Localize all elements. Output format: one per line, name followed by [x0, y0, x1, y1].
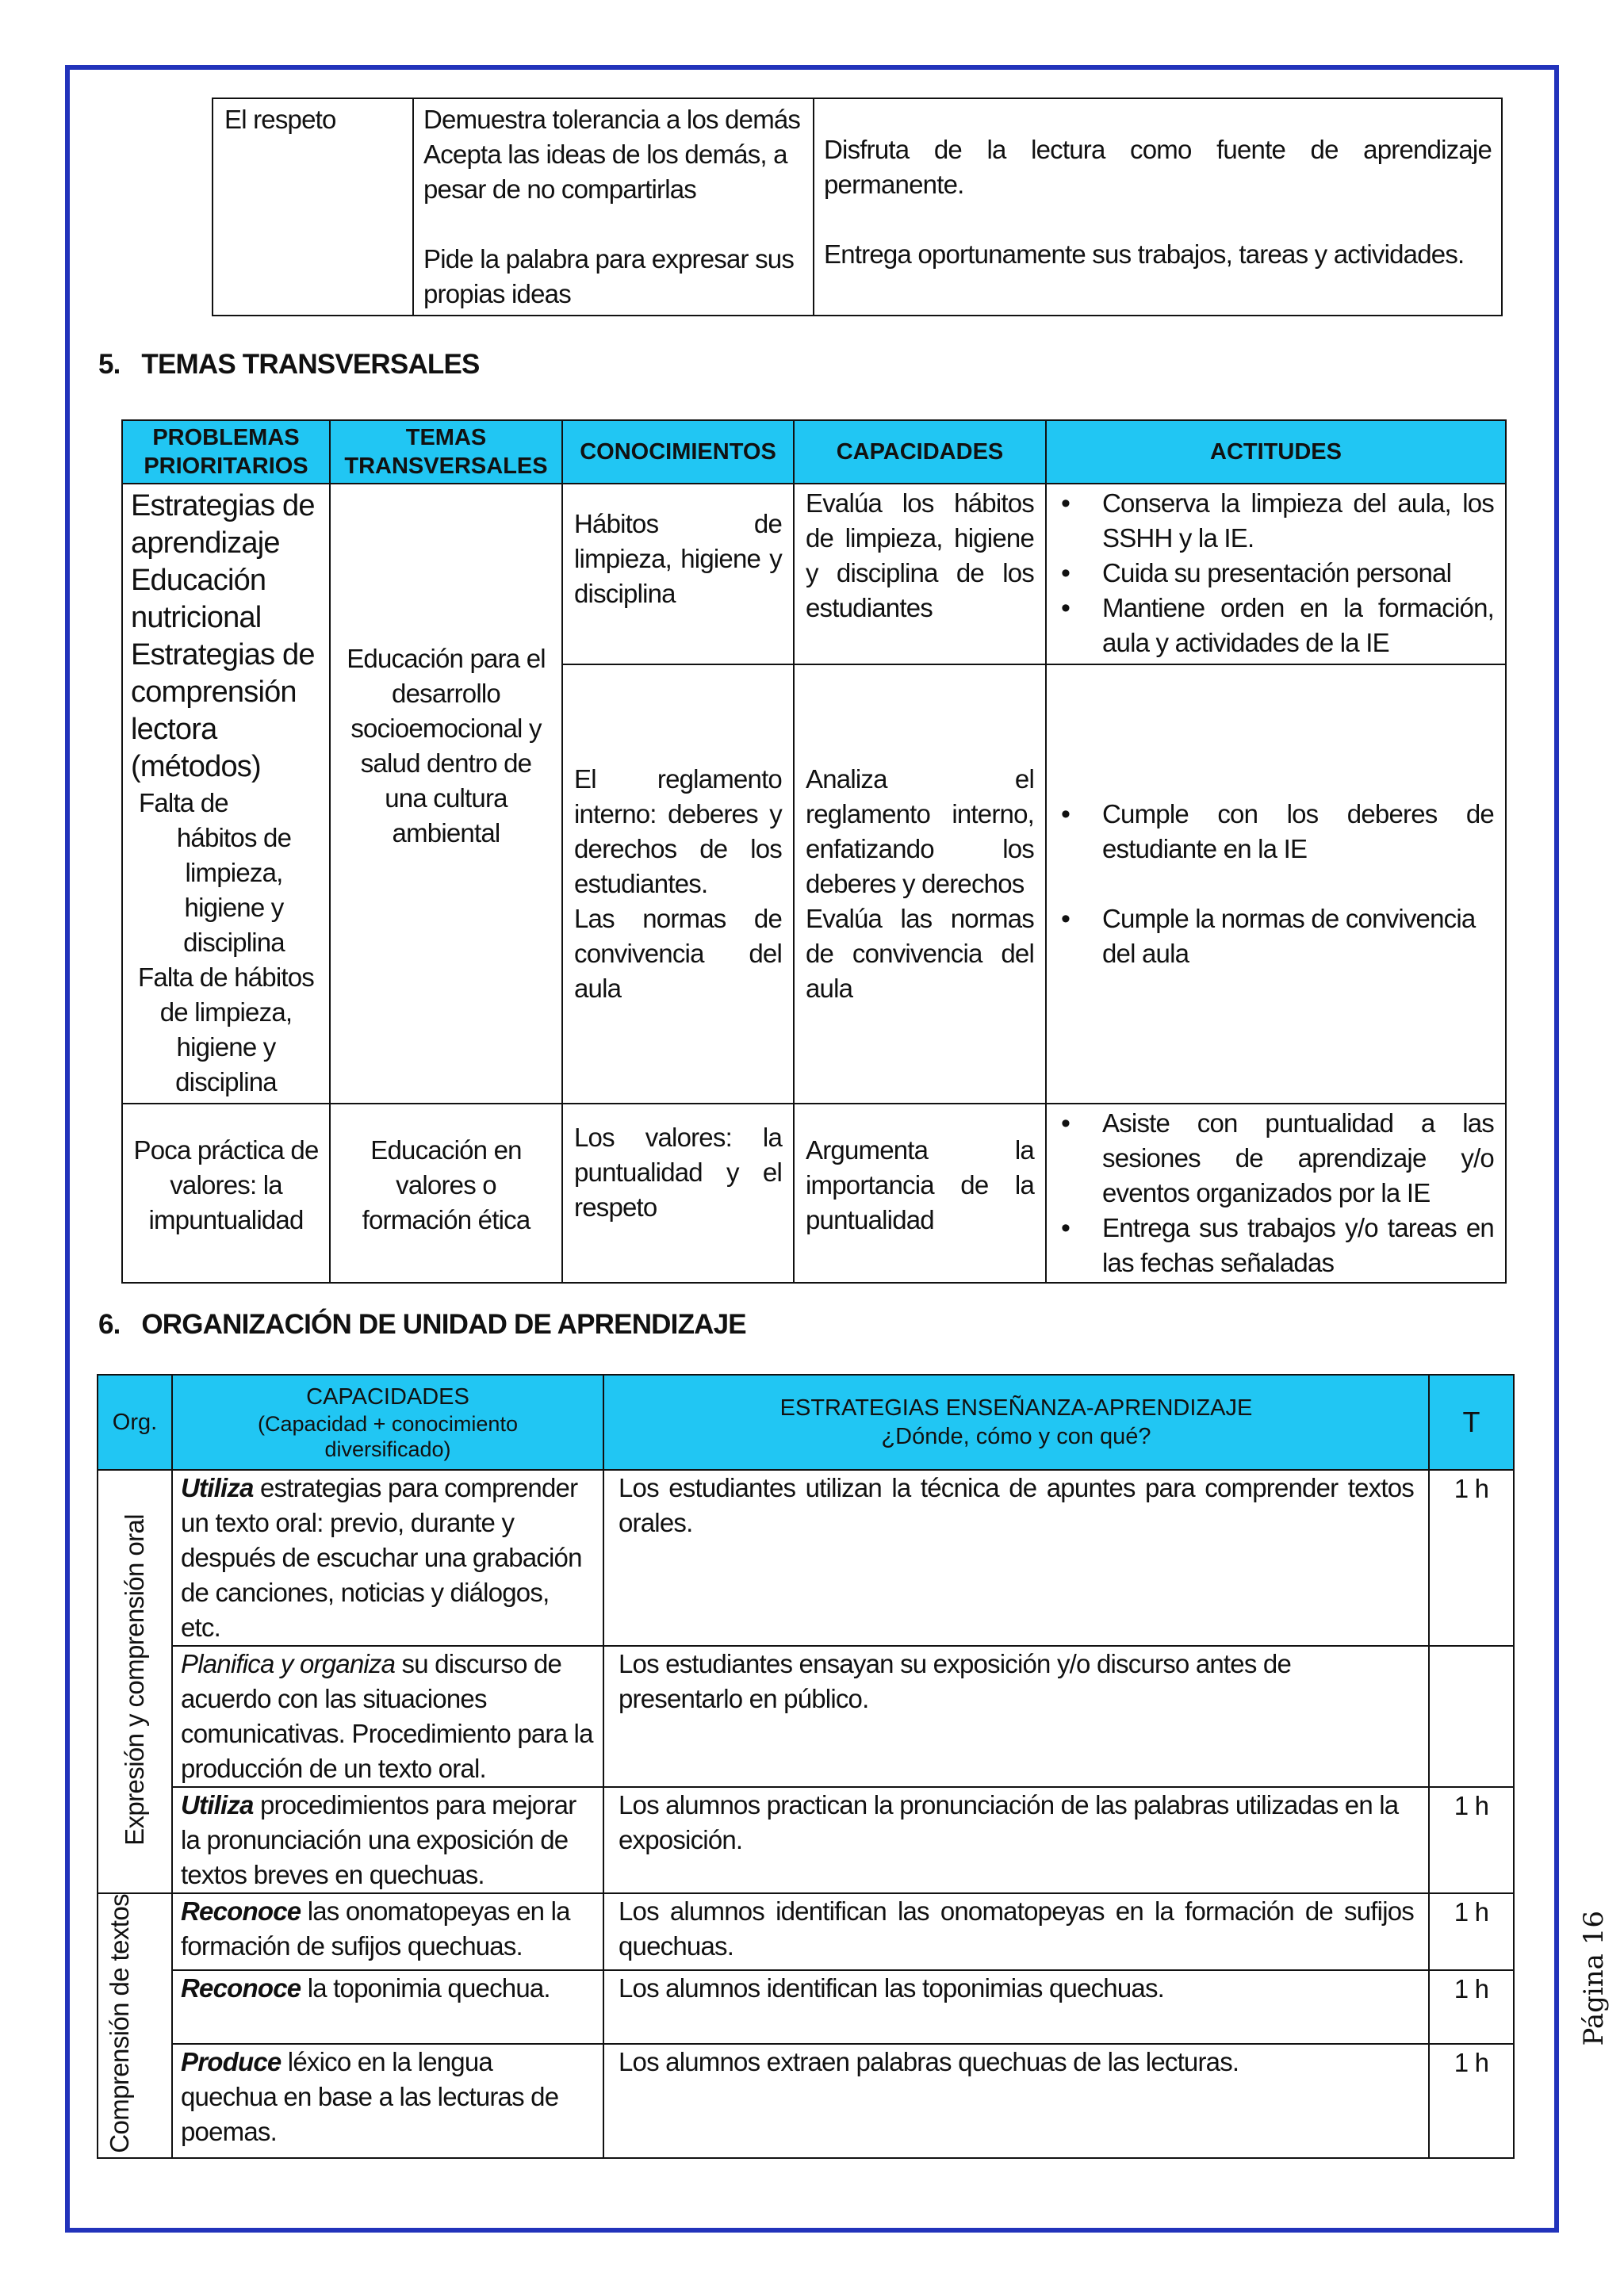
actitud-item: • Cuida su presentación personal: [1047, 556, 1494, 591]
strategy-cell: Los alumnos extraen palabras quechuas de las lecturas.: [603, 2044, 1429, 2158]
behavior-item: Pide la palabra para expresar sus propias ideas: [423, 244, 795, 308]
cap-verb: Planifica y organiza: [181, 1649, 396, 1678]
group-label: Expresión y comprensión oral: [120, 1513, 149, 1846]
actitudes-cell: [1046, 484, 1506, 664]
capacidad-cell: [794, 664, 1046, 1104]
header-problemas: PROBLEMAS PRIORITARIOS: [122, 420, 330, 484]
section-5-title: 5. TEMAS TRANSVERSALES: [98, 349, 480, 380]
strategy-cell: Los alumnos identifican las onomatopeyas en la formación de sufijos quechuas.: [603, 1893, 1429, 1970]
behavior-item: Demuestra tolerancia a los demás: [423, 105, 801, 134]
attitude-item: Entrega oportunamente sus trabajos, tareas y actividades.: [824, 239, 1465, 269]
conocimiento-cell: Hábitos de limpieza, higiene y disciplina: [562, 484, 794, 664]
actitud-item: • Mantiene orden en la formación, aula y actividades de la IE: [1047, 591, 1494, 660]
header-t: T: [1429, 1375, 1514, 1470]
time-cell: 1 h: [1429, 1970, 1514, 2044]
cap-verb: Produce: [181, 2046, 282, 2076]
time-cell: 1 h: [1429, 1470, 1514, 1646]
header-text: ¿Dónde, cómo y con qué?: [881, 1424, 1151, 1449]
actitudes-cell: [1046, 1104, 1506, 1283]
problema-item: Falta de hábitos de limpieza, higiene y disciplina: [137, 962, 315, 1096]
header-text: ESTRATEGIAS ENSEÑANZA-APRENDIZAJE: [779, 1395, 1253, 1421]
section-6-title: 6. ORGANIZACIÓN DE UNIDAD DE APRENDIZAJE: [98, 1309, 746, 1340]
group-oral: [98, 1470, 172, 1893]
header-actitudes: ACTITUDES: [1046, 420, 1506, 484]
group-textos: [98, 1893, 172, 2158]
behavior-item: Acepta las ideas de los demás, a pesar de no compartirlas: [423, 140, 787, 204]
capacidad-cell: [172, 1470, 603, 1646]
header-capacidades: CAPACIDADES: [794, 420, 1046, 484]
problema-item: Falta de: [139, 788, 228, 817]
group-label: Comprensión de textos: [105, 1894, 134, 2153]
strategy-cell: Los estudiantes utilizan la técnica de apuntes para comprender textos orales.: [603, 1470, 1429, 1646]
actitud-item: • Asiste con puntualidad a las sesiones de aprendizaje y/o eventos organizados por la IE: [1047, 1106, 1494, 1211]
actitud-item: • Cumple la normas de convivencia del aula: [1047, 901, 1494, 971]
page-number-text: Página 16: [1578, 1911, 1610, 2046]
strategy-cell: Los alumnos identifican las toponimias quechuas.: [603, 1970, 1429, 2044]
capacidad-cell: [172, 1893, 603, 1970]
cap-text: procedimientos para mejorar la pronunciación una exposición de textos breves en quechuas.: [181, 1790, 576, 1889]
capacidad-cell: Evalúa los hábitos de limpieza, higiene y disciplina de los estudiantes: [794, 484, 1046, 664]
cap-verb: Utiliza: [181, 1790, 254, 1820]
strategy-cell: Los estudiantes ensayan su exposición y/o discurso antes de presentarlo en público.: [603, 1646, 1429, 1787]
conocimiento-cell: [562, 664, 794, 1104]
values-table: [212, 98, 1503, 316]
header-estrategias: [603, 1375, 1429, 1470]
time-cell: 1 h: [1429, 1787, 1514, 1893]
header-org: Org.: [98, 1375, 172, 1470]
capacidad-cell: [172, 1787, 603, 1893]
actitud-item: • Entrega sus trabajos y/o tareas en las fechas señaladas: [1047, 1211, 1494, 1280]
header-capacidades: [172, 1375, 603, 1470]
time-cell: 1 h: [1429, 1893, 1514, 1970]
time-cell: 1 h: [1429, 2044, 1514, 2158]
tema-cell: Educación para el desarrollo socioemocional y salud dentro de una cultura ambiental: [330, 484, 562, 1104]
capacidad-cell: [172, 2044, 603, 2158]
actitud-item: • Cumple con los deberes de estudiante en la IE: [1047, 797, 1494, 867]
capacidad-cell: [172, 1646, 603, 1787]
cap-text: la toponimia quechua.: [301, 1973, 550, 2003]
strategy-cell: Los alumnos practican la pronunciación de las palabras utilizadas en la exposición.: [603, 1787, 1429, 1893]
cap-verb: Utiliza: [181, 1473, 254, 1502]
cap-verb: Reconoce: [181, 1896, 301, 1926]
cap-text: su discurso de acuerdo con las situaciones comunicativas. Procedimiento para la producción de un texto oral.: [181, 1649, 593, 1783]
problema-item: Educación nutricional: [131, 564, 266, 634]
cap-text: las onomatopeyas en la formación de sufijos quechuas.: [181, 1896, 570, 1961]
problema-item: hábitos de limpieza, higiene y disciplina: [176, 823, 292, 957]
conocimiento-text: El reglamento interno: deberes y derechos de los estudiantes.: [574, 764, 782, 899]
header-text: CAPACIDADES: [306, 1384, 469, 1410]
cap-verb: Reconoce: [181, 1973, 301, 2003]
value-name: El respeto: [213, 98, 413, 316]
capacidad-text: Analiza el reglamento interno, enfatizando los deberes y derechos: [806, 764, 1034, 899]
cap-text: estrategias para comprender un texto oral: previo, durante y después de escuchar una grabación de canciones, noticias y diálogos, etc.: [181, 1473, 582, 1642]
problema-item: Estrategias de aprendizaje: [131, 489, 315, 560]
problema-item: Estrategias de comprensión lectora (métodos): [131, 638, 315, 783]
page-number: [1578, 1911, 1610, 2050]
value-attitudes: [814, 98, 1502, 316]
header-text: (Capacidad + conocimiento diversificado): [258, 1412, 518, 1461]
tema-cell: Educación en valores o formación ética: [330, 1104, 562, 1283]
conocimiento-cell: Los valores: la puntualidad y el respeto: [562, 1104, 794, 1283]
conocimiento-text: Las normas de convivencia del aula: [574, 904, 782, 1004]
header-conocimientos: CONOCIMIENTOS: [562, 420, 794, 484]
value-behaviors: [413, 98, 814, 316]
problemas-cell: [122, 484, 330, 1104]
cap-text: léxico en la lengua quechua en base a las lecturas de poemas.: [181, 2046, 559, 2146]
organization-table: [97, 1374, 1515, 2159]
capacidad-cell: [172, 1970, 603, 2044]
capacidad-text: Evalúa las normas de convivencia del aula: [806, 904, 1034, 1004]
capacidad-cell: Argumenta la importancia de la puntualidad: [794, 1104, 1046, 1283]
problema-cell: Poca práctica de valores: la impuntualidad: [122, 1104, 330, 1283]
actitud-item: • Conserva la limpieza del aula, los SSHH y la IE.: [1047, 486, 1494, 556]
transversal-table: [121, 419, 1507, 1284]
attitude-item: Disfruta de la lectura como fuente de aprendizaje permanente.: [824, 135, 1492, 199]
header-temas: TEMAS TRANSVERSALES: [330, 420, 562, 484]
actitudes-cell: [1046, 664, 1506, 1104]
time-cell: [1429, 1646, 1514, 1787]
